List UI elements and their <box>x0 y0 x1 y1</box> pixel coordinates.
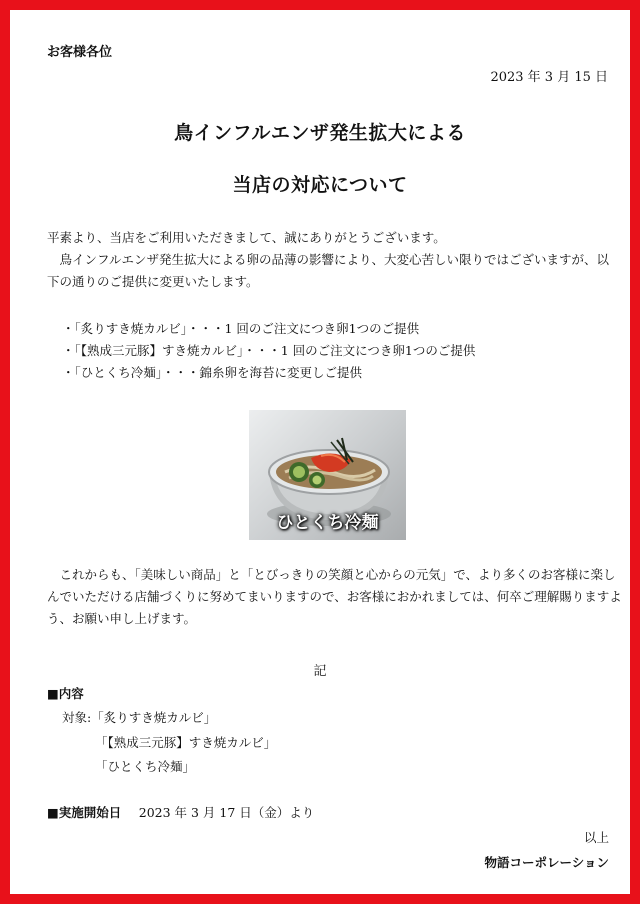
details-heading: ■内容 <box>47 686 84 701</box>
greeting-paragraph: 平素より、当店をご利用いただきまして、誠にありがとうございます。 <box>47 230 446 245</box>
ki-marker: 記 <box>313 664 327 679</box>
start-date-value: 2023 年 3 月 17 日（金）より <box>138 805 315 820</box>
issue-date: 2023 年 3 月 15 日 <box>490 70 608 85</box>
cold-noodle-photo <box>249 410 406 540</box>
photo-caption: ひとくち冷麺 <box>276 513 379 533</box>
target-item: 対象:「炙りすき焼カルビ」 <box>62 710 217 725</box>
notice-paragraph: 鳥インフルエンザ発生拡大による卵の品薄の影響により、大変心苦しい限りではございますが、以下の通りのご提供に変更いたします。 <box>47 252 610 289</box>
closing-paragraph: これからも、「美味しい商品」と「とびっきりの笑顔と心からの元気」で、より多くのお客様に楽しんでいただける店舗づくりに努めてまいりますので、お客様におかれましては、何卒ご理解賜りますよう、お願い申し上げます。 <box>47 567 622 626</box>
target-item: 「ひとくち冷麺」 <box>95 759 196 774</box>
closing-ijou: 以上 <box>583 830 609 845</box>
list-item: ・「炙りすき焼カルビ」・・・1 回のご注文につき卵1つのご提供 <box>62 321 420 336</box>
list-item: ・「ひとくち冷麺」・・・錦糸卵を海苔に変更しご提供 <box>62 365 363 380</box>
start-date-line <box>47 803 314 821</box>
list-item: ・「【熟成三元豚】すき焼カルビ」・・・1 回のご注文につき卵1つのご提供 <box>62 343 476 358</box>
change-list <box>62 318 475 384</box>
salutation: お客様各位 <box>47 45 113 60</box>
target-item: 「【熟成三元豚】すき焼カルビ」 <box>95 735 277 750</box>
company-name: 物語コーポレーション <box>484 855 609 870</box>
start-date-label: ■実施開始日 <box>47 805 122 820</box>
title-line-1: 鳥インフルエンザ発生拡大による <box>174 122 466 144</box>
title-line-2: 当店の対応について <box>232 174 408 196</box>
